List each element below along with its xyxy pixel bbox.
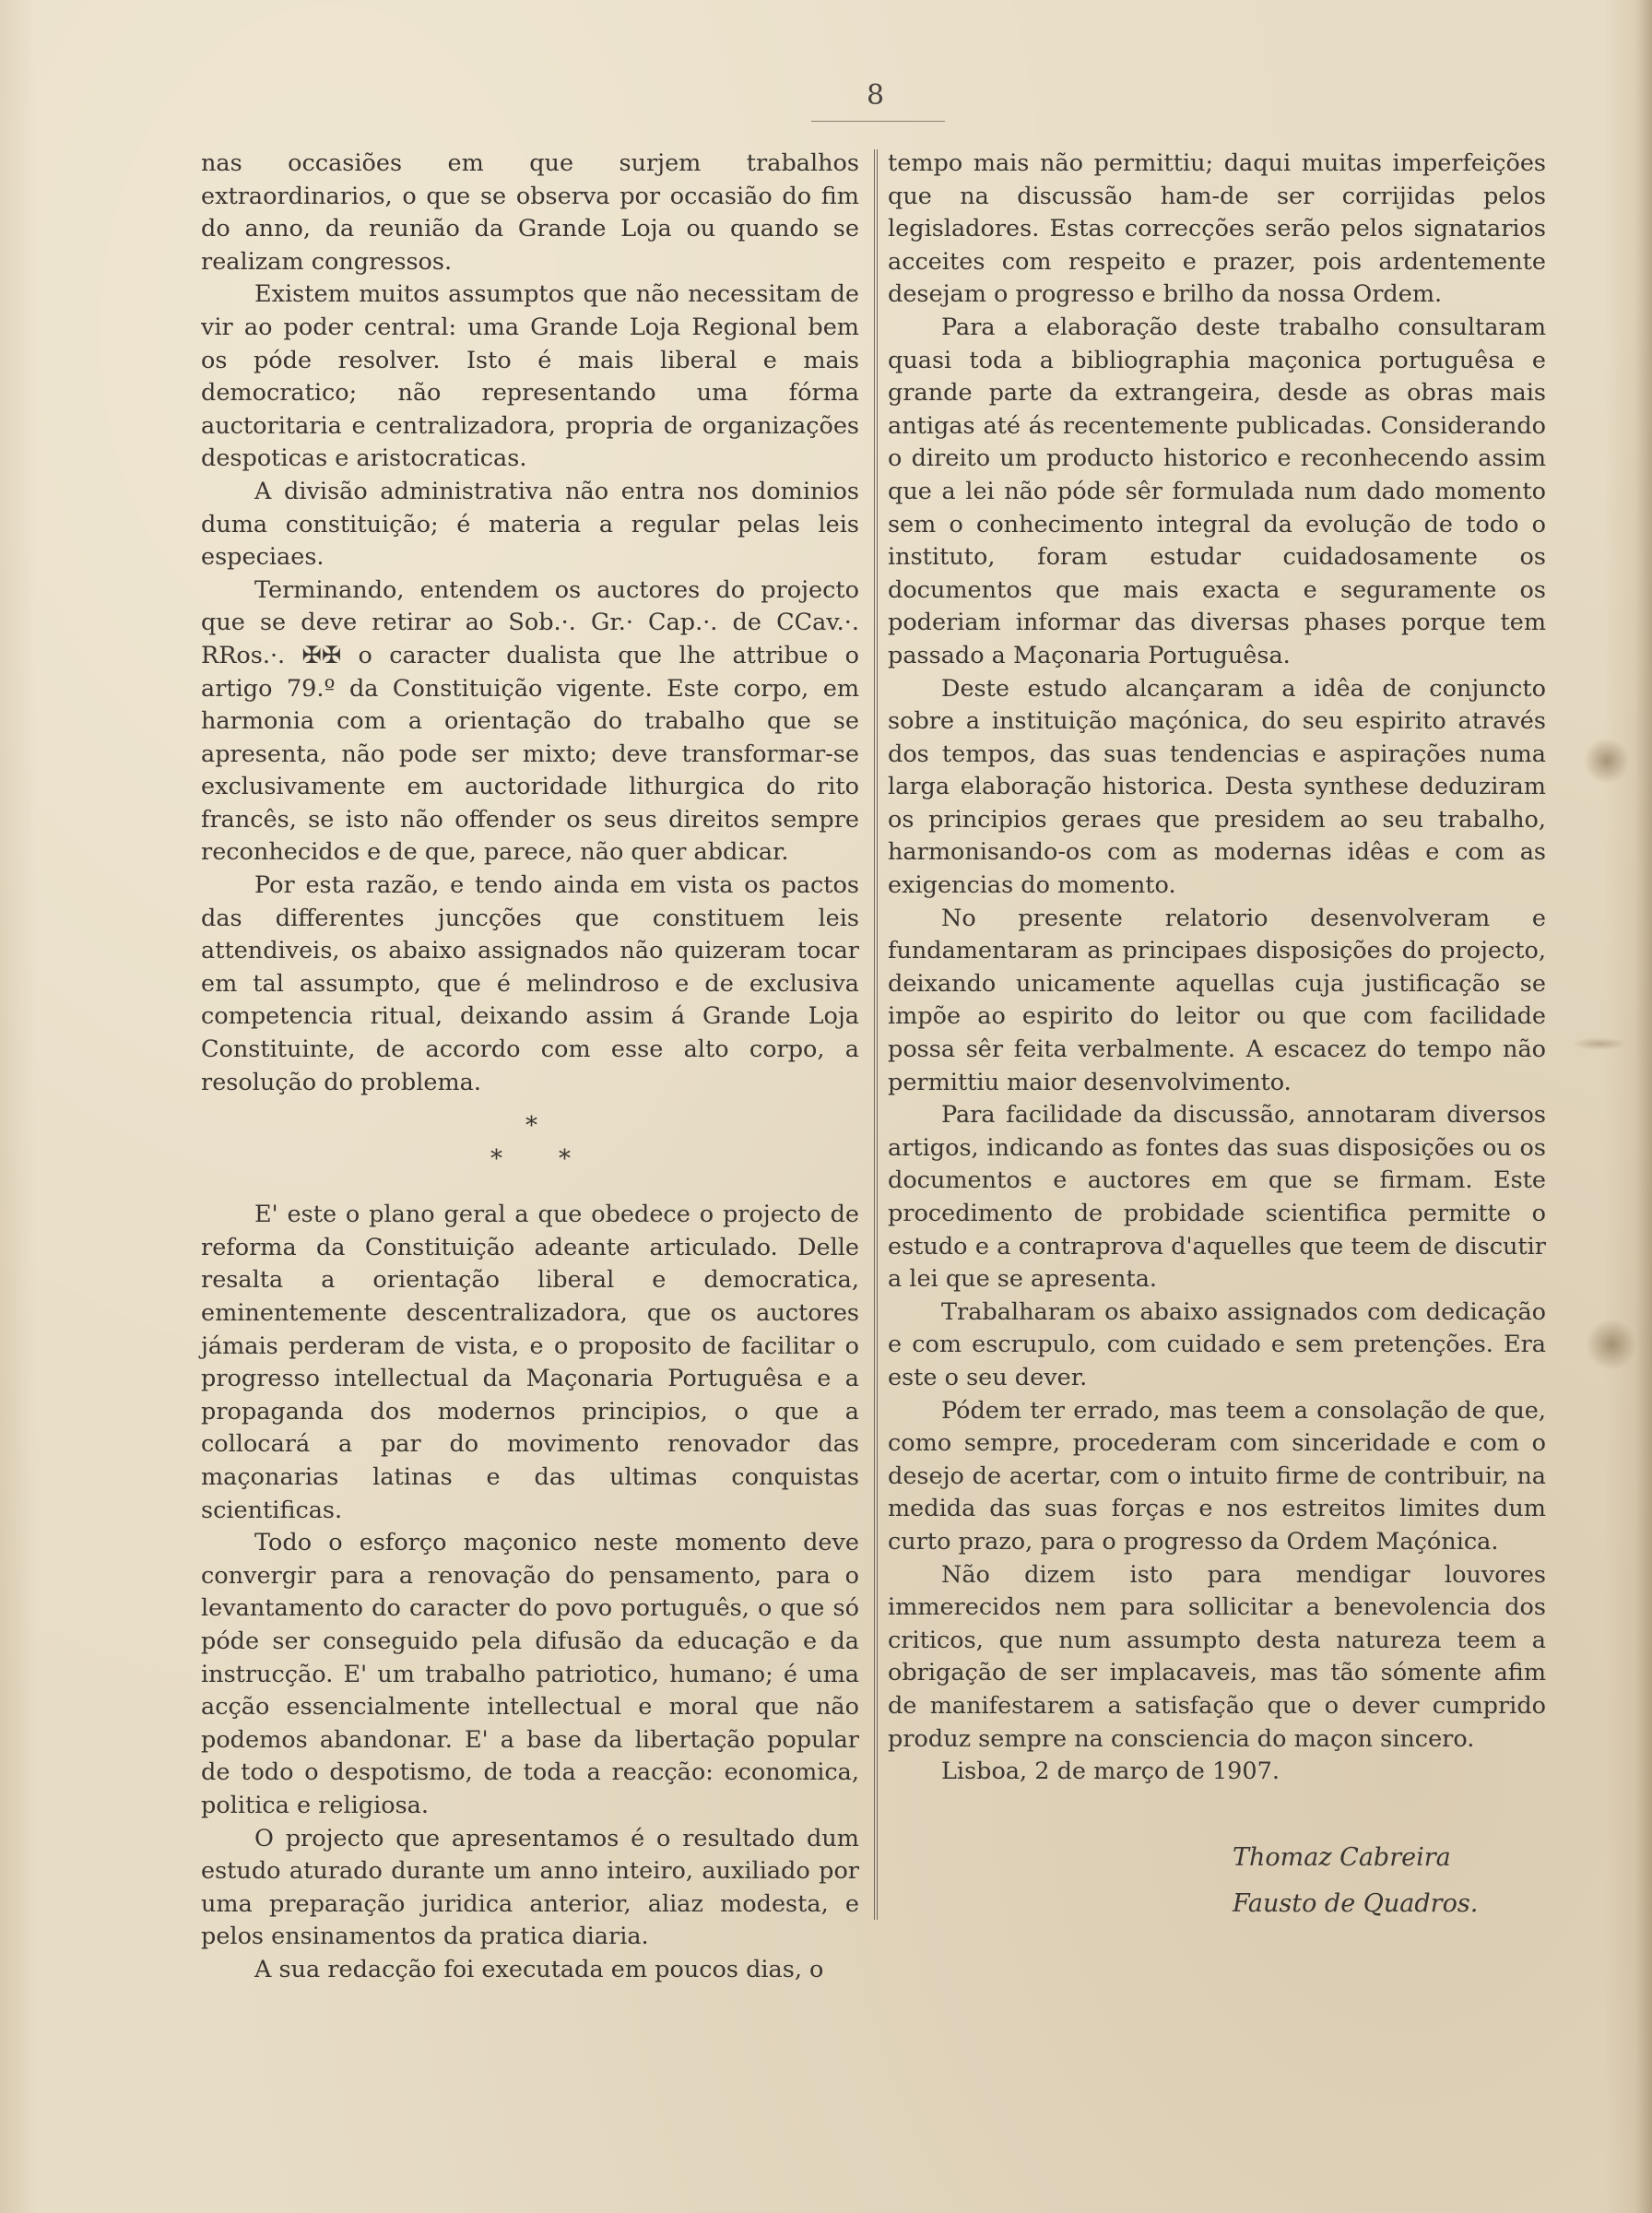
paper-stain (1586, 1319, 1637, 1370)
right-paragraph-6: Trabalharam os abaixo assignados com dedicação e com escrupulo, com cuidado e sem pretenções. Era este o seu dever. (888, 1297, 1546, 1391)
paper-stain (1584, 738, 1630, 784)
left-column (201, 148, 859, 1986)
right-paragraph-7: Pódem ter errado, mas teem a consolação de que, como sempre, procederam com sinceridade e com o desejo de acertar, com o intuito firme de contribuir, na medida das suas forças e nos estreitos limites dum curto prazo, para o progresso da Ordem Maçónica. (888, 1396, 1546, 1556)
left-paragraph-5: Por esta razão, e tendo ainda em vista os pactos das differentes juncções que constituem leis attendiveis, os abaixo assignados não quizeram tocar em tal assumpto, que é melindroso e de exclusiva competencia ritual, deixando assim á Grande Loja Constituinte, de accordo com esse alto corpo, a resolução do problema. (201, 871, 859, 1096)
right-paragraph-3: Deste estudo alcançaram a idêa de conjuncto sobre a instituição maçónica, do seu espirito através dos tempos, das suas tendencias e aspirações numa larga elaboração historica. Desta synthese deduziram os principios geraes que presidem ao seu trabalho, harmonisando-os com as modernas idêas e com as exigencias do momento. (888, 674, 1546, 900)
right-paragraph-4: No presente relatorio desenvolveram e fundamentaram as principaes disposições do projecto, deixando unicamente aquellas cuja justificação se impõe ao espirito do leitor ou que com facilidade possa sêr feita verbalmente. A escacez do tempo não permittiu maior desenvolvimento. (888, 904, 1546, 1096)
right-paragraph-8: Não dizem isto para mendigar louvores immerecidos nem para sollicitar a benevolencia dos criticos, que num assumpto desta natureza teem a obrigação de ser implacaveis, mas tão sómente afim de manifestarem a satisfação que o dever cumprido produz sempre na consciencia do maçon sincero. (888, 1560, 1546, 1753)
column-divider (874, 149, 878, 1920)
page-number-rule (811, 121, 945, 122)
asterisk-right: * (559, 1145, 571, 1174)
right-paragraph-1: tempo mais não permittiu; daqui muitas imperfeições que na discussão ham-de ser corrijidas pelos legisladores. Estas correcções serão pelos signatarios acceites com respeito e prazer, pois ardentemente desejam o progresso e brilho da nossa Ordem. (888, 149, 1546, 309)
right-paragraph-2: Para a elaboração deste trabalho consultaram quasi toda a bibliographia maçonica portuguêsa e grande parte da extrangeira, desde as obras mais antigas até ás recentemente publicadas. Considerando o direito um producto historico e reconhecendo assim que a lei não póde sêr formulada num dado momento sem o conhecimento integral da evolução de todo o instituto, foram estudar cuidadosamente os documentos que mais exacta e seguramente os poderiam informar das diversas phases porque tem passado a Maçonaria Portuguêsa. (888, 313, 1546, 669)
left-paragraph-9: A sua redacção foi executada em poucos dias, o (254, 1955, 824, 1983)
left-paragraph-4: Terminando, entendem os auctores do projecto que se deve retirar ao Sob.·. Gr.· Cap.·. de CCav.·. RRos.·. ✠✠ o caracter dualista que lhe attribue o artigo 79.º da Constituição vigente. Este corpo, em harmonia com a orientação do trabalho que se apresenta, não pode ser mixto; deve transformar-se exclusivamente em auctoridade lithurgica do rito francês, se isto não offender os seus direitos sempre reconhecidos e de que, parece, não quer abdicar. (201, 575, 859, 867)
right-paragraph-5: Para facilidade da discussão, annotaram diversos artigos, indicando as fontes das suas disposições ou os documentos e auctores em que se firmam. Este procedimento de probidade scientifica permitte o estudo e a contraprova d'aquelles que teem de discutir a lei que se apresenta. (888, 1101, 1546, 1294)
asterisk-top: * (525, 1112, 537, 1141)
asterism-divider (201, 1105, 859, 1188)
asterisk-left: * (490, 1145, 502, 1174)
left-paragraph-6: E' este o plano geral a que obedece o projecto de reforma da Constituição adeante articulado. Delle resalta a orientação liberal e democratica, eminentemente descentralizadora, que os auctores jámais perderam de vista, e o proposito de facilitar o progresso intellectual da Maçonaria Portuguêsa e a propaganda dos modernos principios, o que a collocará a par do movimento renovador das maçonarias latinas e das ultimas conquistas scientificas. (201, 1201, 859, 1524)
page-number: 8 (867, 79, 885, 112)
right-column (888, 148, 1546, 1927)
signature-thomaz-cabreira: Thomaz Cabreira (1233, 1842, 1451, 1872)
page-edge-shadow (1635, 0, 1652, 2213)
left-paragraph-7: Todo o esforço maçonico neste momento deve convergir para a renovação do pensamento, para o levantamento do caracter do povo português, o que só póde ser conseguido pela difusão da educação e da instrucção. E' um trabalho patriotico, humano; é uma acção essencialmente intellectual e moral que não podemos abandonar. E' a base da libertação popular de todo o despotismo, de toda a reacção: economica, politica e religiosa. (201, 1529, 859, 1819)
paper-stain (1572, 1037, 1627, 1050)
left-paragraph-1: nas occasiões em que surjem trabalhos extraordinarios, o que se observa por occasião do fim do anno, da reunião da Grande Loja ou quando se realizam congressos. (201, 149, 859, 276)
signatures (888, 1835, 1546, 1927)
dateline: Lisboa, 2 de março de 1907. (941, 1757, 1280, 1786)
left-paragraph-3: A divisão administrativa não entra nos dominios duma constituição; é materia a regular pelas leis especiaes. (201, 477, 859, 572)
left-paragraph-2: Existem muitos assumptos que não necessitam de vir ao poder central: uma Grande Loja Regional bem os póde resolver. Isto é mais liberal e mais democratico; não representando uma fórma auctoritaria e centralizadora, propria de organizações despoticas e aristocraticas. (201, 280, 859, 473)
signature-fausto-de-quadros: Fausto de Quadros. (1233, 1888, 1479, 1918)
left-paragraph-8: O projecto que apresentamos é o resultado dum estudo aturado durante um anno inteiro, auxiliado por uma preparação juridica anterior, aliaz modesta, e pelos ensinamentos da pratica diaria. (201, 1824, 859, 1951)
